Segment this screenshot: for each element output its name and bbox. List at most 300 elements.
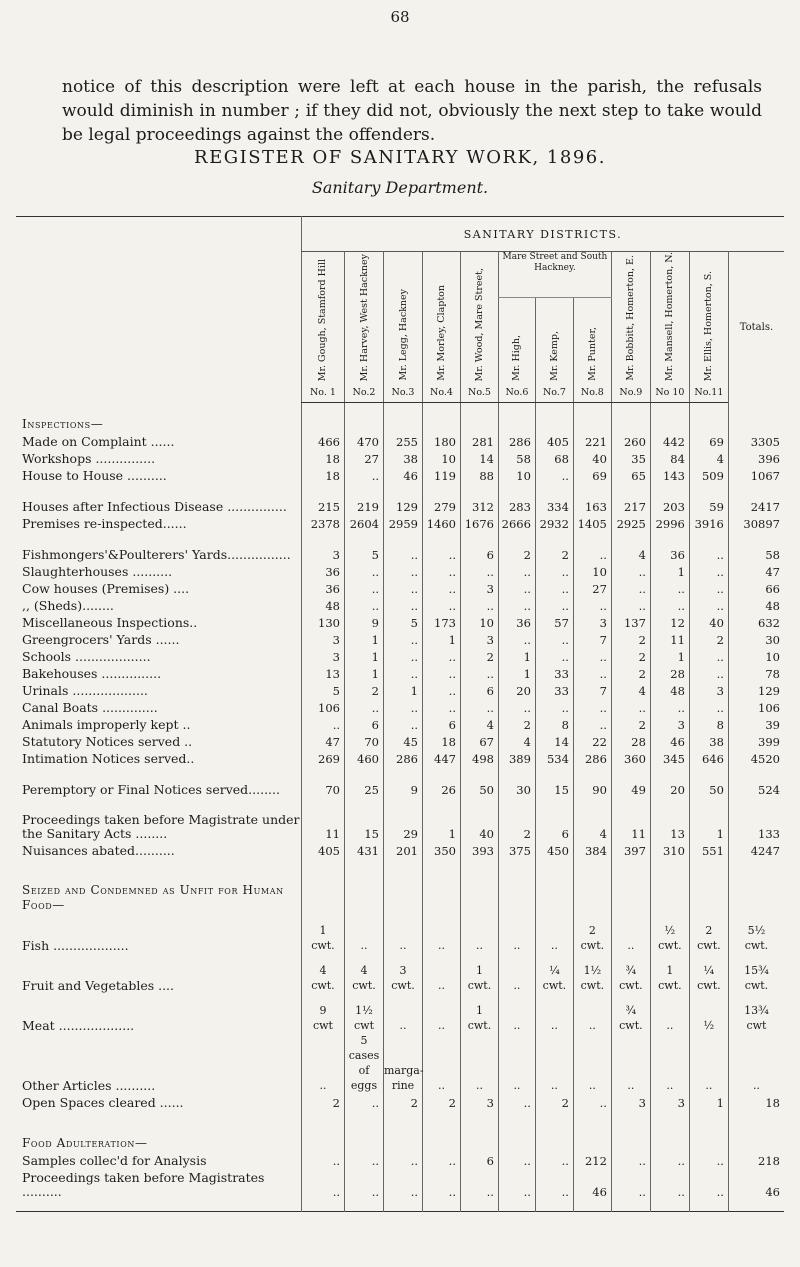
spacer-cell bbox=[728, 1110, 784, 1134]
table-row bbox=[16, 613, 784, 630]
row-label: Fruit and Vegetables .... bbox=[22, 977, 175, 993]
row-label: Cow houses (Premises) .... bbox=[22, 580, 190, 596]
value-cell: 28 bbox=[650, 664, 689, 681]
value-cell: 201 bbox=[384, 841, 423, 858]
value-cell: 6 bbox=[460, 1151, 498, 1168]
value-cell: 375 bbox=[498, 841, 535, 858]
value-cell: 30 bbox=[498, 766, 535, 797]
value-cell: 215 bbox=[301, 483, 344, 514]
table-row bbox=[16, 732, 784, 749]
spacer-cell bbox=[423, 1110, 461, 1134]
district-name: Mr. Gough, Stamford Hill bbox=[317, 258, 329, 381]
spacer-cell bbox=[498, 858, 535, 882]
value-cell: 106 bbox=[301, 698, 344, 715]
value-cell: .. bbox=[384, 630, 423, 647]
value-cell: 286 bbox=[573, 749, 611, 766]
value-cell: .. bbox=[650, 1151, 689, 1168]
value-cell: .. bbox=[611, 562, 650, 579]
district-name: Mr. Punter, bbox=[586, 327, 598, 381]
section-row bbox=[16, 882, 784, 913]
value-cell: 384 bbox=[573, 841, 611, 858]
value-cell: 217 bbox=[611, 483, 650, 514]
table-row bbox=[16, 1033, 784, 1093]
total-cell: 2417 bbox=[728, 483, 784, 514]
value-cell: 2 bbox=[498, 715, 535, 732]
row-label: Other Articles .......... bbox=[22, 1077, 156, 1093]
empty-cell bbox=[611, 415, 650, 432]
spacer-cell bbox=[611, 1110, 650, 1134]
spacer-cell bbox=[301, 1110, 344, 1134]
value-cell: .. bbox=[535, 630, 573, 647]
value-cell: .. bbox=[573, 531, 611, 562]
district-header bbox=[384, 252, 423, 384]
value-cell: 281 bbox=[460, 432, 498, 449]
value-cell: .. bbox=[498, 562, 535, 579]
empty-cell bbox=[573, 415, 611, 432]
district-name: Mr. Kemp, bbox=[548, 331, 560, 381]
value-cell: 389 bbox=[498, 749, 535, 766]
value-cell: 212 bbox=[573, 1151, 611, 1168]
table-row bbox=[16, 432, 784, 449]
value-cell: .. bbox=[384, 993, 423, 1033]
table-row bbox=[16, 1151, 784, 1168]
empty-cell bbox=[345, 882, 384, 913]
table-row bbox=[16, 766, 784, 797]
value-cell: 46 bbox=[650, 732, 689, 749]
spacer-cell bbox=[16, 1199, 301, 1212]
value-cell: 447 bbox=[423, 749, 461, 766]
value-cell: 3916 bbox=[689, 514, 728, 531]
value-cell: 14 bbox=[460, 449, 498, 466]
value-cell: 22 bbox=[573, 732, 611, 749]
spacer-cell bbox=[650, 858, 689, 882]
total-cell: 47 bbox=[728, 562, 784, 579]
spacer-cell bbox=[460, 858, 498, 882]
spacer-cell bbox=[345, 858, 384, 882]
value-cell: 350 bbox=[423, 841, 461, 858]
total-cell: 10 bbox=[728, 647, 784, 664]
spacer-cell bbox=[498, 1110, 535, 1134]
value-cell: 2 bbox=[611, 647, 650, 664]
value-cell: 2 bbox=[498, 531, 535, 562]
row-label: Samples collec'd for Analysis bbox=[22, 1152, 207, 1168]
spacer-cell bbox=[498, 1199, 535, 1212]
table-row bbox=[16, 1168, 784, 1199]
value-cell: 405 bbox=[535, 432, 573, 449]
value-cell: 68 bbox=[535, 449, 573, 466]
label-column-header bbox=[16, 217, 301, 403]
value-cell: 26 bbox=[423, 766, 461, 797]
value-cell: 48 bbox=[650, 681, 689, 698]
table-row bbox=[16, 953, 784, 993]
value-cell: .. bbox=[460, 913, 498, 953]
value-cell: 4 bbox=[611, 681, 650, 698]
value-cell: .. bbox=[535, 913, 573, 953]
value-cell: 2932 bbox=[535, 514, 573, 531]
value-cell: .. bbox=[423, 698, 461, 715]
mare-street-group-header: Mare Street and South Hackney. bbox=[498, 252, 611, 298]
empty-cell bbox=[345, 415, 384, 432]
row-label: Slaughterhouses .......... bbox=[22, 563, 173, 579]
value-cell: .. bbox=[345, 1093, 384, 1110]
spacer-cell bbox=[384, 1199, 423, 1212]
table-row bbox=[16, 993, 784, 1033]
district-name: Mr. Bobbitt, Homerton, E. bbox=[625, 255, 637, 381]
value-cell: 1 cwt. bbox=[460, 953, 498, 993]
value-cell: .. bbox=[498, 698, 535, 715]
district-header bbox=[535, 298, 573, 384]
value-cell: 6 bbox=[423, 715, 461, 732]
value-cell: 2 bbox=[535, 531, 573, 562]
empty-cell bbox=[301, 1134, 344, 1151]
value-cell: 18 bbox=[423, 732, 461, 749]
table-row bbox=[16, 531, 784, 562]
total-cell: 129 bbox=[728, 681, 784, 698]
value-cell: 1 cwt. bbox=[301, 913, 344, 953]
table-row bbox=[16, 913, 784, 953]
value-cell: .. bbox=[345, 562, 384, 579]
value-cell: 45 bbox=[384, 732, 423, 749]
value-cell: .. bbox=[611, 1033, 650, 1093]
value-cell: 5 bbox=[384, 613, 423, 630]
value-cell: 20 bbox=[650, 766, 689, 797]
spacer-cell bbox=[728, 402, 784, 415]
table-row bbox=[16, 797, 784, 841]
value-cell: 18 bbox=[301, 466, 344, 483]
value-cell: 33 bbox=[535, 681, 573, 698]
value-cell: 6 bbox=[460, 531, 498, 562]
value-cell: .. bbox=[535, 647, 573, 664]
value-cell: 2 cwt. bbox=[689, 913, 728, 953]
value-cell: 1 bbox=[689, 797, 728, 841]
value-cell: 2 bbox=[611, 630, 650, 647]
value-cell: .. bbox=[345, 466, 384, 483]
value-cell: 130 bbox=[301, 613, 344, 630]
spacer-cell bbox=[460, 1110, 498, 1134]
value-cell: .. bbox=[384, 647, 423, 664]
district-header bbox=[460, 252, 498, 384]
spacer-cell bbox=[689, 402, 728, 415]
value-cell: 4 bbox=[689, 449, 728, 466]
value-cell: 442 bbox=[650, 432, 689, 449]
value-cell: .. bbox=[611, 1168, 650, 1199]
district-number: No.7 bbox=[535, 384, 573, 403]
value-cell: 67 bbox=[460, 732, 498, 749]
sanitary-districts-header: SANITARY DISTRICTS. bbox=[301, 217, 784, 252]
value-cell: 10 bbox=[460, 613, 498, 630]
spacer-cell bbox=[573, 1110, 611, 1134]
value-cell: .. bbox=[498, 1033, 535, 1093]
district-name: Mr. Morley, Clapton bbox=[435, 285, 447, 381]
value-cell: .. bbox=[423, 993, 461, 1033]
spacer-cell bbox=[498, 402, 535, 415]
value-cell: 4 cwt. bbox=[301, 953, 344, 993]
value-cell: 534 bbox=[535, 749, 573, 766]
value-cell: 4 bbox=[498, 732, 535, 749]
value-cell: .. bbox=[689, 562, 728, 579]
value-cell: 6 bbox=[535, 797, 573, 841]
value-cell: 2996 bbox=[650, 514, 689, 531]
value-cell: .. bbox=[345, 579, 384, 596]
value-cell: .. bbox=[689, 1168, 728, 1199]
total-cell: 133 bbox=[728, 797, 784, 841]
spacer-cell bbox=[689, 1110, 728, 1134]
district-number: No.2 bbox=[345, 384, 384, 403]
district-number: No.5 bbox=[460, 384, 498, 403]
value-cell: .. bbox=[689, 1033, 728, 1093]
register-subtitle: Sanitary Department. bbox=[311, 178, 489, 197]
value-cell: .. bbox=[535, 596, 573, 613]
district-name: Mr. High, bbox=[511, 335, 523, 381]
table-row bbox=[16, 466, 784, 483]
empty-cell bbox=[650, 415, 689, 432]
value-cell: .. bbox=[423, 1168, 461, 1199]
spacer-cell bbox=[345, 1199, 384, 1212]
value-cell: .. bbox=[423, 596, 461, 613]
district-number: No.11 bbox=[689, 384, 728, 403]
section-title: Seized and Condemned as Unfit for Human Food— bbox=[22, 882, 284, 912]
value-cell: .. bbox=[460, 562, 498, 579]
value-cell: 119 bbox=[423, 466, 461, 483]
value-cell: ¾ cwt. bbox=[611, 993, 650, 1033]
table-row bbox=[16, 1093, 784, 1110]
value-cell: 2604 bbox=[345, 514, 384, 531]
district-header bbox=[573, 298, 611, 384]
empty-cell bbox=[498, 415, 535, 432]
value-cell: 1½ cwt. bbox=[573, 953, 611, 993]
value-cell: 1 cwt. bbox=[650, 953, 689, 993]
value-cell: 38 bbox=[689, 732, 728, 749]
spacer-cell bbox=[16, 858, 301, 882]
value-cell: 450 bbox=[535, 841, 573, 858]
empty-cell bbox=[728, 882, 784, 913]
total-cell: 18 bbox=[728, 1093, 784, 1110]
value-cell: .. bbox=[498, 630, 535, 647]
value-cell: 466 bbox=[301, 432, 344, 449]
empty-cell bbox=[460, 415, 498, 432]
total-cell: 13¾ cwt bbox=[728, 993, 784, 1033]
value-cell: 69 bbox=[689, 432, 728, 449]
value-cell: 3 cwt. bbox=[384, 953, 423, 993]
value-cell: 2 bbox=[498, 797, 535, 841]
value-cell: 143 bbox=[650, 466, 689, 483]
value-cell: 57 bbox=[535, 613, 573, 630]
value-cell: .. bbox=[689, 1151, 728, 1168]
value-cell: .. bbox=[460, 1033, 498, 1093]
value-cell: .. bbox=[535, 993, 573, 1033]
value-cell: marga- rine bbox=[384, 1033, 423, 1093]
total-cell: .. bbox=[728, 1033, 784, 1093]
total-cell: 15¾ cwt. bbox=[728, 953, 784, 993]
spacer-row bbox=[16, 1199, 784, 1212]
empty-cell bbox=[689, 415, 728, 432]
value-cell: .. bbox=[423, 531, 461, 562]
empty-cell bbox=[345, 1134, 384, 1151]
empty-cell bbox=[535, 415, 573, 432]
value-cell: 4 bbox=[611, 531, 650, 562]
value-cell: 1405 bbox=[573, 514, 611, 531]
total-cell: 39 bbox=[728, 715, 784, 732]
table-row bbox=[16, 841, 784, 858]
section-title: Inspections— bbox=[22, 416, 104, 431]
value-cell: 334 bbox=[535, 483, 573, 514]
value-cell: 2 bbox=[301, 1093, 344, 1110]
spacer-cell bbox=[345, 1110, 384, 1134]
spacer-cell bbox=[423, 1199, 461, 1212]
row-label: Proceedings taken before Magistrates .......... bbox=[22, 1169, 265, 1199]
value-cell: 2 bbox=[611, 715, 650, 732]
district-name: Mr. Wood, Mare Street, bbox=[473, 267, 485, 381]
value-cell: 345 bbox=[650, 749, 689, 766]
spacer-cell bbox=[535, 1199, 573, 1212]
value-cell: 46 bbox=[573, 1168, 611, 1199]
row-label: Peremptory or Final Notices served........ bbox=[22, 781, 280, 797]
value-cell: .. bbox=[423, 953, 461, 993]
value-cell: 1 bbox=[498, 647, 535, 664]
value-cell: 20 bbox=[498, 681, 535, 698]
value-cell: .. bbox=[535, 1033, 573, 1093]
value-cell: .. bbox=[384, 579, 423, 596]
value-cell: 70 bbox=[345, 732, 384, 749]
value-cell: 40 bbox=[689, 613, 728, 630]
total-cell: 5½ cwt. bbox=[728, 913, 784, 953]
district-number: No.4 bbox=[423, 384, 461, 403]
spacer-cell bbox=[535, 1110, 573, 1134]
value-cell: 219 bbox=[345, 483, 384, 514]
empty-cell bbox=[689, 882, 728, 913]
value-cell: 36 bbox=[301, 579, 344, 596]
district-header bbox=[689, 252, 728, 384]
value-cell: .. bbox=[460, 664, 498, 681]
district-header bbox=[301, 252, 344, 384]
value-cell: 28 bbox=[611, 732, 650, 749]
row-label: Premises re-inspected...... bbox=[22, 515, 187, 531]
value-cell: 48 bbox=[301, 596, 344, 613]
value-cell: 2666 bbox=[498, 514, 535, 531]
value-cell: .. bbox=[498, 596, 535, 613]
spacer-cell bbox=[535, 402, 573, 415]
total-cell: 58 bbox=[728, 531, 784, 562]
value-cell: 5 bbox=[345, 531, 384, 562]
value-cell: 9 bbox=[384, 766, 423, 797]
empty-cell bbox=[728, 415, 784, 432]
value-cell: 38 bbox=[384, 449, 423, 466]
empty-cell bbox=[460, 1134, 498, 1151]
value-cell: 163 bbox=[573, 483, 611, 514]
value-cell: 1 bbox=[498, 664, 535, 681]
value-cell: .. bbox=[384, 562, 423, 579]
spacer-cell bbox=[460, 1199, 498, 1212]
value-cell: .. bbox=[384, 596, 423, 613]
value-cell: .. bbox=[573, 993, 611, 1033]
value-cell: .. bbox=[345, 913, 384, 953]
intro-paragraph: notice of this description were left at each house in the parish, the refusals would diminish in number ; if they did not, obviously the next step to take would be legal proceedings against the offenders. bbox=[62, 77, 762, 145]
total-cell: 4247 bbox=[728, 841, 784, 858]
empty-cell bbox=[689, 1134, 728, 1151]
empty-cell bbox=[611, 1134, 650, 1151]
empty-cell bbox=[384, 415, 423, 432]
value-cell: 129 bbox=[384, 483, 423, 514]
value-cell: 2 bbox=[611, 664, 650, 681]
value-cell: .. bbox=[498, 579, 535, 596]
section-title: Food Adulteration— bbox=[22, 1135, 148, 1150]
row-label: Open Spaces cleared ...... bbox=[22, 1094, 184, 1110]
value-cell: .. bbox=[573, 1093, 611, 1110]
value-cell: 269 bbox=[301, 749, 344, 766]
value-cell: 10 bbox=[573, 562, 611, 579]
value-cell: 3 bbox=[650, 1093, 689, 1110]
value-cell: .. bbox=[384, 664, 423, 681]
spacer-cell bbox=[573, 402, 611, 415]
table-row bbox=[16, 596, 784, 613]
row-label: Schools ................... bbox=[22, 648, 151, 664]
value-cell: 58 bbox=[498, 449, 535, 466]
value-cell: 3 bbox=[460, 1093, 498, 1110]
value-cell: 46 bbox=[384, 466, 423, 483]
value-cell: .. bbox=[498, 993, 535, 1033]
value-cell: 255 bbox=[384, 432, 423, 449]
value-cell: .. bbox=[423, 579, 461, 596]
total-cell: 46 bbox=[728, 1168, 784, 1199]
value-cell: .. bbox=[423, 913, 461, 953]
value-cell: 1 bbox=[345, 630, 384, 647]
value-cell: 36 bbox=[650, 531, 689, 562]
value-cell: 3 bbox=[301, 647, 344, 664]
spacer-cell bbox=[573, 858, 611, 882]
value-cell: .. bbox=[573, 647, 611, 664]
value-cell: 393 bbox=[460, 841, 498, 858]
section-row bbox=[16, 1134, 784, 1151]
spacer-cell bbox=[345, 402, 384, 415]
value-cell: 405 bbox=[301, 841, 344, 858]
value-cell: 1676 bbox=[460, 514, 498, 531]
value-cell: 3 bbox=[301, 531, 344, 562]
empty-cell bbox=[650, 1134, 689, 1151]
value-cell: ¼ cwt. bbox=[689, 953, 728, 993]
value-cell: 40 bbox=[460, 797, 498, 841]
value-cell: 10 bbox=[498, 466, 535, 483]
value-cell: 283 bbox=[498, 483, 535, 514]
value-cell: 90 bbox=[573, 766, 611, 797]
spacer-cell bbox=[460, 402, 498, 415]
value-cell: 1½ cwt bbox=[345, 993, 384, 1033]
value-cell: .. bbox=[498, 913, 535, 953]
table-row bbox=[16, 579, 784, 596]
value-cell: .. bbox=[423, 1033, 461, 1093]
value-cell: 11 bbox=[301, 797, 344, 841]
totals-header: Totals. bbox=[728, 252, 784, 403]
total-cell: 4520 bbox=[728, 749, 784, 766]
row-label: Proceedings taken before Magistrate under the Sanitary Acts ........ bbox=[22, 811, 300, 841]
table-row bbox=[16, 664, 784, 681]
value-cell: 360 bbox=[611, 749, 650, 766]
value-cell: .. bbox=[535, 579, 573, 596]
value-cell: 9 cwt bbox=[301, 993, 344, 1033]
value-cell: .. bbox=[301, 1151, 344, 1168]
value-cell: 509 bbox=[689, 466, 728, 483]
value-cell: .. bbox=[384, 913, 423, 953]
value-cell: 18 bbox=[301, 449, 344, 466]
value-cell: 1460 bbox=[423, 514, 461, 531]
value-cell: .. bbox=[345, 698, 384, 715]
empty-cell bbox=[460, 882, 498, 913]
value-cell: .. bbox=[345, 1168, 384, 1199]
spacer-row bbox=[16, 858, 784, 882]
row-label: Nuisances abated.......... bbox=[22, 842, 175, 858]
value-cell: .. bbox=[650, 579, 689, 596]
total-cell: 30 bbox=[728, 630, 784, 647]
district-number: No. 1 bbox=[301, 384, 344, 403]
